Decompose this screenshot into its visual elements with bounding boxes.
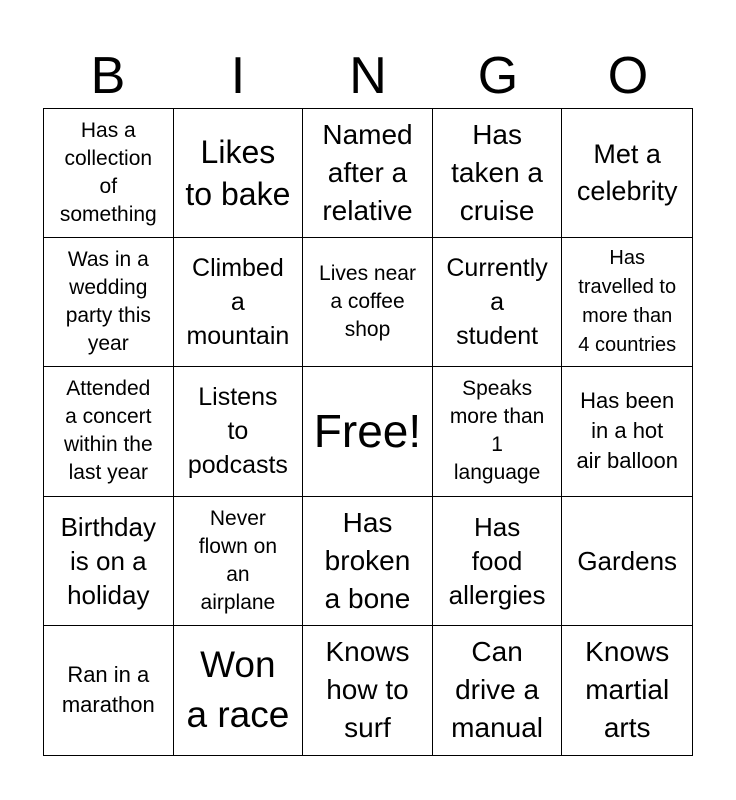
cell-text: Has taken a cruise <box>451 119 544 227</box>
cell-text: Has food allergies <box>448 511 546 610</box>
bingo-cell[interactable] <box>562 626 692 755</box>
cell-text: Gardens <box>577 545 678 576</box>
bingo-cell[interactable] <box>303 238 433 367</box>
cell-text: Knows martial arts <box>585 636 670 744</box>
bingo-cell[interactable] <box>174 367 304 496</box>
cell-text: Attended a concert within the last year <box>63 377 153 485</box>
cell-text: Likes to bake <box>185 134 291 213</box>
bingo-cell[interactable] <box>44 367 174 496</box>
bingo-cell[interactable] <box>44 109 174 238</box>
cell-text: Never flown on an airplane <box>198 506 277 614</box>
bingo-cell[interactable] <box>303 626 433 755</box>
bingo-cell-free[interactable] <box>303 367 433 496</box>
bingo-cell[interactable] <box>562 109 692 238</box>
bingo-cell[interactable] <box>44 497 174 626</box>
bingo-header <box>43 44 693 108</box>
bingo-cell[interactable] <box>433 109 563 238</box>
bingo-cell[interactable] <box>44 626 174 755</box>
bingo-cell[interactable] <box>562 497 692 626</box>
bingo-cell[interactable] <box>433 367 563 496</box>
cell-text: Named after a relative <box>322 119 413 227</box>
free-space-text: Free! <box>313 405 422 458</box>
bingo-cell[interactable] <box>562 238 692 367</box>
bingo-cell[interactable] <box>303 109 433 238</box>
cell-text: Met a celebrity <box>576 139 678 207</box>
header-letter-n: N <box>349 47 387 105</box>
cell-text: Birthday is on a holiday <box>60 511 156 610</box>
cell-text: Has been in a hot air balloon <box>576 388 678 474</box>
header-letter-b: B <box>90 47 126 105</box>
bingo-cell[interactable] <box>174 626 304 755</box>
cell-text: Has travelled to more than 4 countries <box>578 247 677 357</box>
bingo-cell[interactable] <box>174 238 304 367</box>
cell-text: Can drive a manual <box>451 636 544 744</box>
cell-text: Lives near a coffee shop <box>319 262 416 342</box>
bingo-cell[interactable] <box>44 238 174 367</box>
header-letter-g: G <box>477 47 519 105</box>
bingo-cell[interactable] <box>174 497 304 626</box>
cell-text: Ran in a marathon <box>61 662 155 718</box>
bingo-cell[interactable] <box>174 109 304 238</box>
bingo-cell[interactable] <box>433 497 563 626</box>
cell-text: Speaks more than 1 language <box>449 377 545 485</box>
cell-text: Climbed a mountain <box>186 254 290 351</box>
cell-text: Currently a student <box>446 254 548 351</box>
bingo-cell[interactable] <box>303 497 433 626</box>
header-letter-i: I <box>230 47 246 105</box>
cell-text: Has broken a bone <box>324 506 411 614</box>
cell-text: Has a collection of something <box>59 119 157 227</box>
bingo-cell[interactable] <box>433 626 563 755</box>
cell-text: Was in a wedding party this year <box>65 248 151 356</box>
header-letter-o: O <box>607 47 649 105</box>
bingo-cell[interactable] <box>433 238 563 367</box>
cell-text: Listens to podcasts <box>187 383 288 480</box>
bingo-cell[interactable] <box>562 367 692 496</box>
bingo-grid <box>43 108 693 756</box>
cell-text: Won a race <box>186 644 290 736</box>
cell-text: Knows how to surf <box>325 636 410 744</box>
